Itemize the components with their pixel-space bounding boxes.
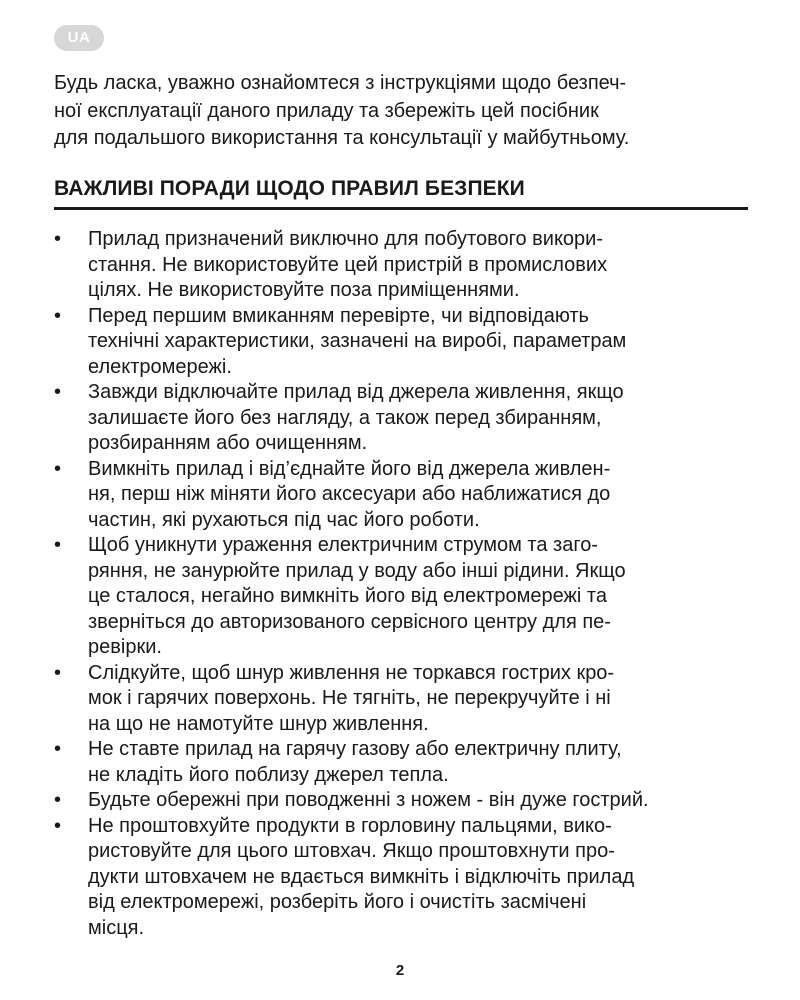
list-item-line: не кладіть його поблизу джерел тепла. bbox=[88, 763, 449, 786]
bullet-icon: • bbox=[54, 304, 62, 327]
list-item-line: розбиранням або очищенням. bbox=[88, 432, 368, 454]
list-item-line: мок і гарячих поверхонь. Не тягніть, не перекручуйте і ні bbox=[88, 687, 611, 709]
title-divider bbox=[54, 207, 748, 210]
list-item-line: на що не намотуйте шнур живлення. bbox=[88, 712, 429, 735]
list-item-line: місця. bbox=[88, 916, 145, 939]
list-item-line: дукти штовхачем не вдається вимкніть і відключіть прилад bbox=[88, 865, 635, 888]
bullet-icon: • bbox=[54, 738, 62, 760]
list-item-line: Прилад призначений виключно для побутового викори- bbox=[88, 228, 604, 250]
list-item-line: ристовуйте для цього штовхач. Якщо проштовхнути про- bbox=[88, 840, 615, 862]
list-item-line: зверніться до авторизованого сервісного центру для пе- bbox=[88, 610, 611, 633]
list-item-line: частин, які рухаються під час його роботи. bbox=[88, 508, 480, 531]
bullet-icon: • bbox=[54, 228, 62, 250]
list-item-line: ревірки. bbox=[88, 636, 162, 658]
list-item-line: Завжди відключайте прилад від джерела живлення, якщо bbox=[88, 381, 624, 403]
list-item-line: електромережі. bbox=[88, 355, 232, 378]
bullet-icon: • bbox=[54, 381, 62, 403]
list-item-line: стання. Не використовуйте цей пристрій в промислових bbox=[88, 253, 608, 276]
bullet-icon: • bbox=[54, 534, 62, 556]
list-item-line: Не проштовхуйте продукти в горловину пальцями, вико- bbox=[88, 814, 612, 837]
safety-bullet-list bbox=[54, 227, 754, 941]
list-item bbox=[54, 737, 754, 788]
list-item bbox=[54, 227, 754, 304]
list-item-line: технічні характеристики, зазначені на виробі, параметрам bbox=[88, 330, 627, 352]
list-item-line: від електромережі, розберіть його і очистіть засмічені bbox=[88, 891, 587, 913]
language-badge: UA bbox=[54, 25, 104, 51]
page-number: 2 bbox=[395, 962, 405, 979]
bullet-icon: • bbox=[54, 789, 62, 811]
list-item-line: Вимкніть прилад і від’єднайте його від джерела живлен- bbox=[88, 457, 611, 480]
list-item bbox=[54, 661, 754, 738]
list-item bbox=[54, 814, 754, 942]
intro-paragraph bbox=[54, 70, 754, 153]
list-item-line: ряння, не занурюйте прилад у воду або інші рідини. Якщо bbox=[88, 559, 626, 582]
intro-line: Будь ласка, уважно ознайомтеся з інструкціями щодо безпеч- bbox=[54, 72, 627, 94]
list-item-line: залишаєте його без нагляду, а також перед збиранням, bbox=[88, 406, 602, 429]
list-item bbox=[54, 380, 754, 457]
section-title: ВАЖЛИВІ ПОРАДИ ЩОДО ПРАВИЛ БЕЗПЕКИ bbox=[54, 177, 525, 200]
list-item-line: Слідкуйте, щоб шнур живлення не торкався гострих кро- bbox=[88, 661, 615, 684]
list-item bbox=[54, 304, 754, 381]
list-item-line: Щоб уникнути ураження електричним струмом та заго- bbox=[88, 534, 598, 556]
list-item-line: Будьте обережні при поводженні з ножем - він дуже гострий. bbox=[88, 789, 649, 811]
bullet-icon: • bbox=[54, 457, 62, 480]
list-item-line: ня, перш ніж міняти його аксесуари або наближатися до bbox=[88, 483, 611, 505]
list-item bbox=[54, 457, 754, 534]
bullet-icon: • bbox=[54, 661, 62, 684]
intro-line: ної експлуатації даного приладу та збережіть цей посібник bbox=[54, 99, 599, 122]
bullet-icon: • bbox=[54, 814, 62, 837]
list-item-line: Перед першим вмиканням перевірте, чи відповідають bbox=[88, 304, 589, 327]
list-item-line: Не ставте прилад на гарячу газову або електричну плиту, bbox=[88, 738, 622, 760]
list-item bbox=[54, 533, 754, 661]
list-item-line: цілях. Не використовуйте поза приміщеннями. bbox=[88, 279, 520, 301]
list-item bbox=[54, 788, 754, 814]
list-item-line: це сталося, негайно вимкніть його від електромережі та bbox=[88, 585, 607, 607]
intro-line: для подальшого використання та консультації у майбутньому. bbox=[54, 127, 630, 149]
